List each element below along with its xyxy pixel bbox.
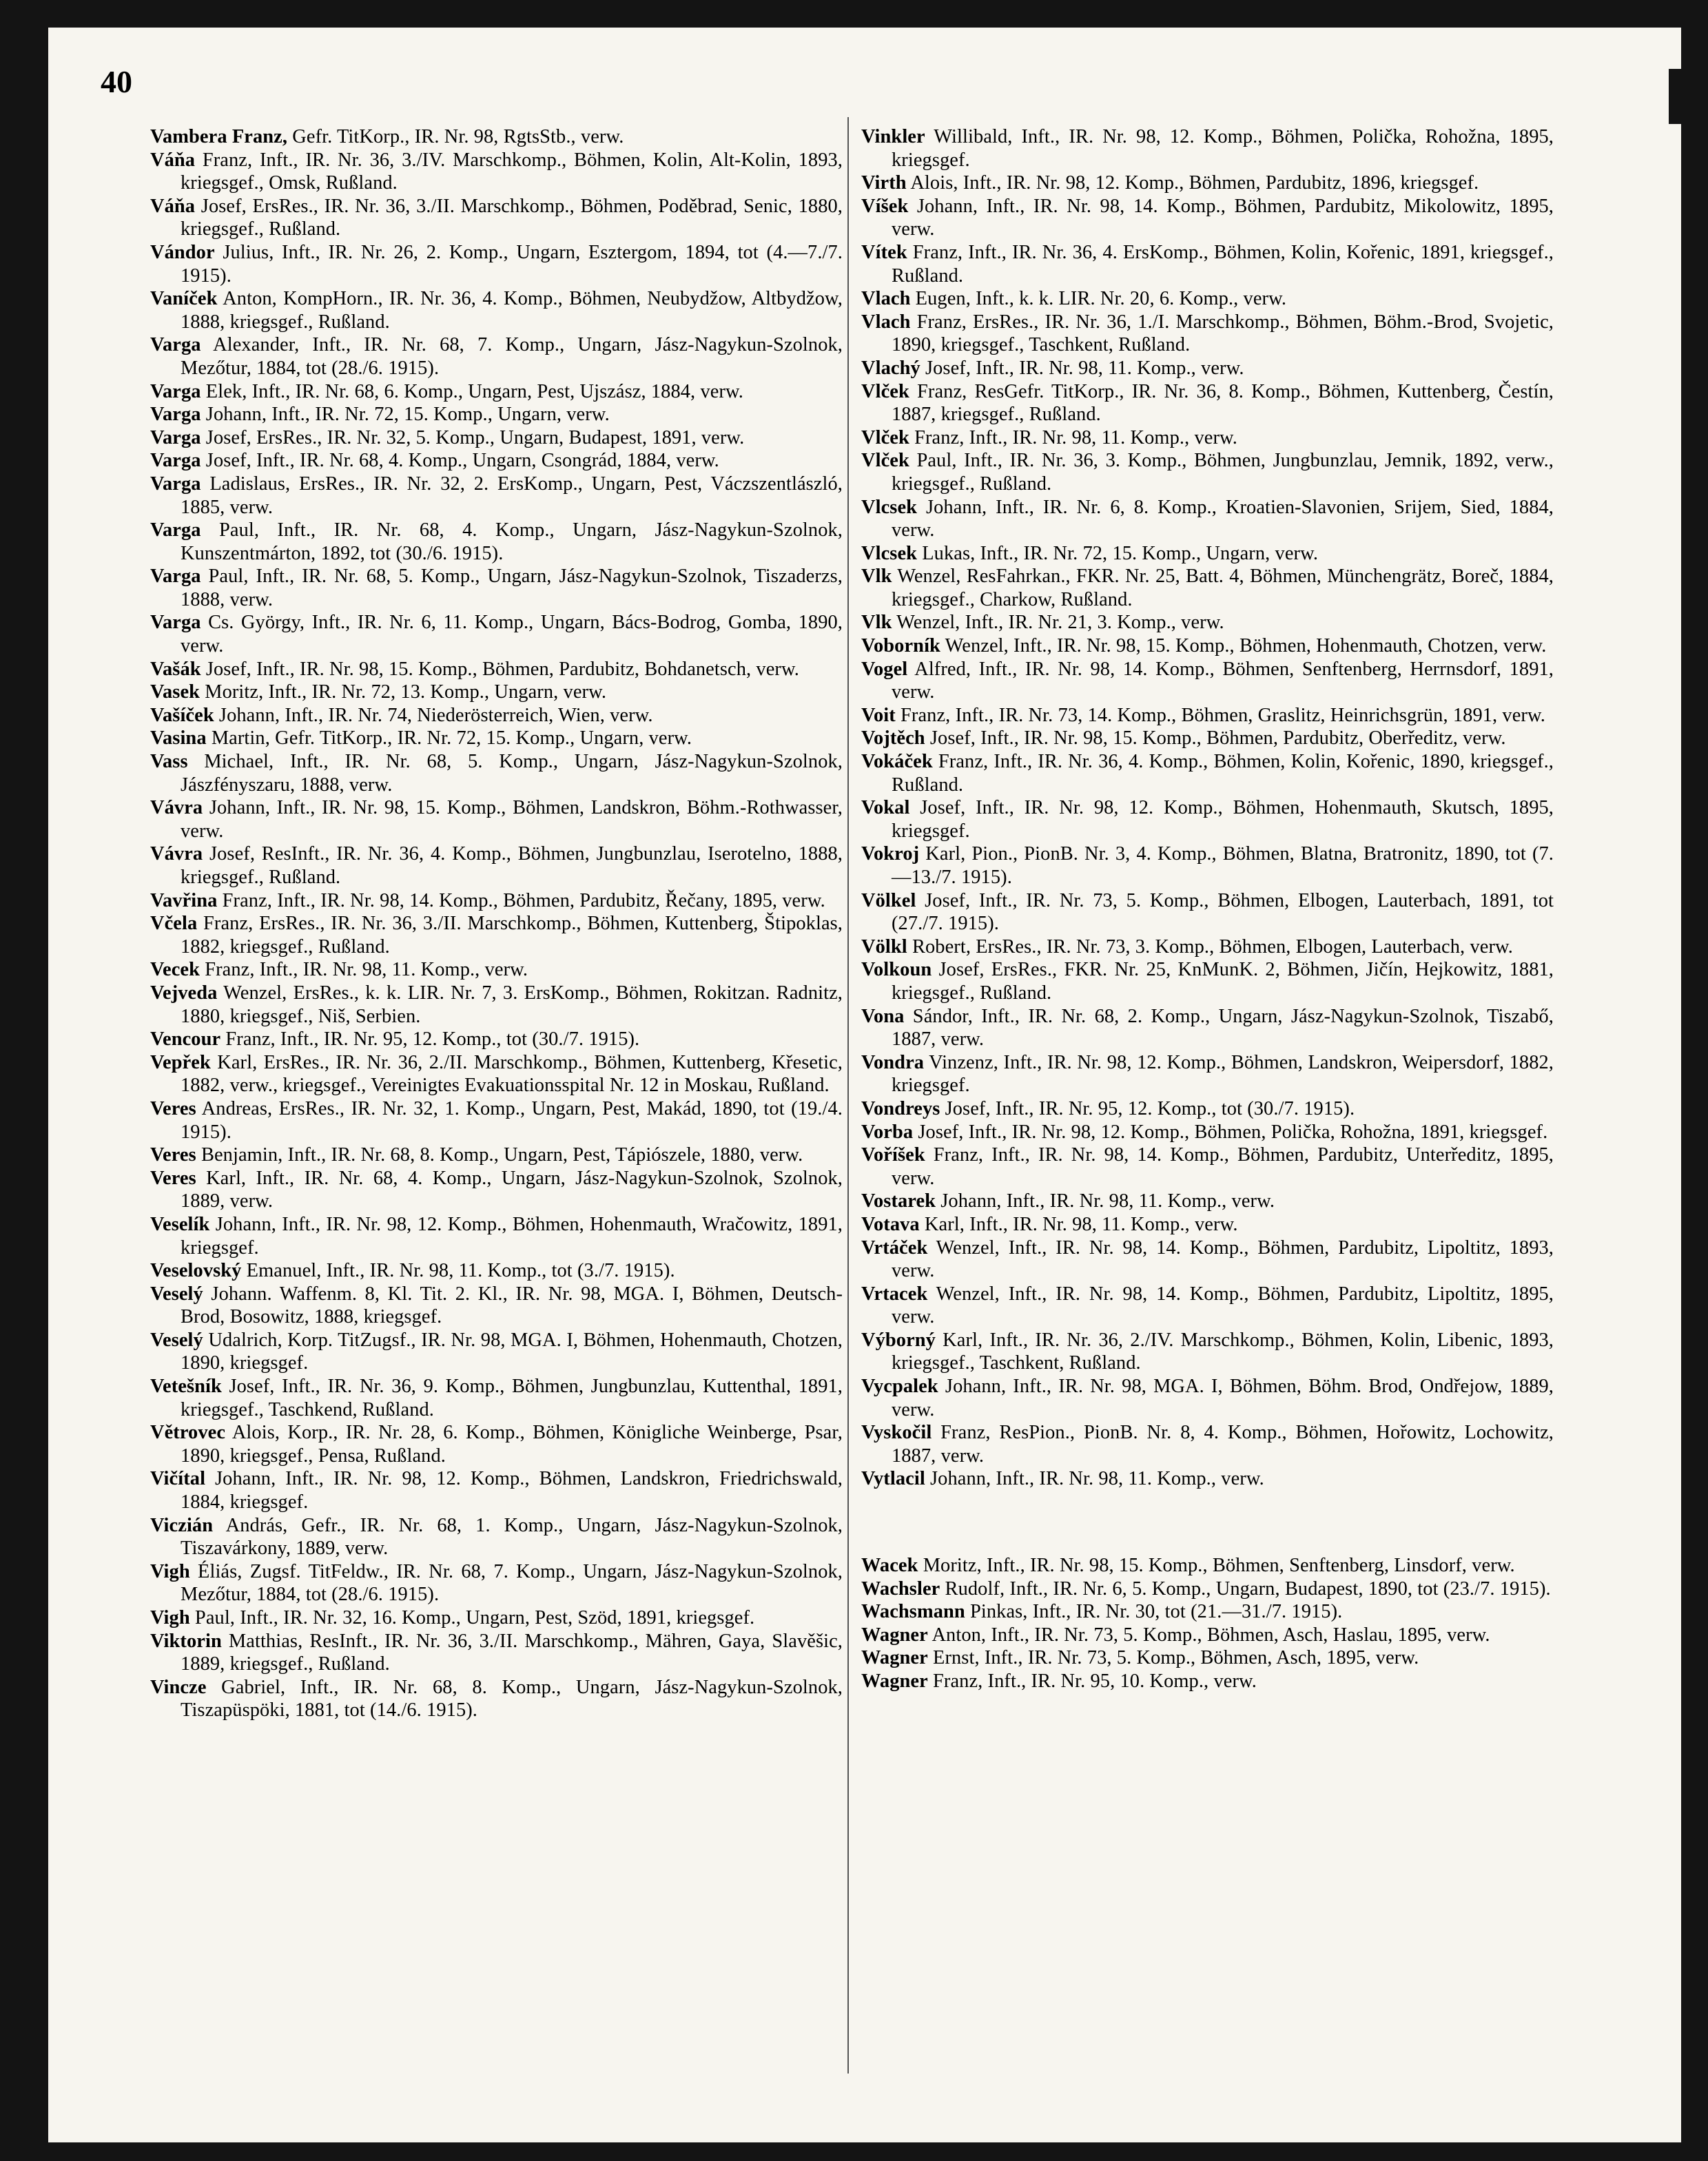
- register-entry: [150, 1167, 843, 1213]
- entry-details: Udalrich, Korp. TitZugsf., IR. Nr. 98, MGA. I, Böhmen, Hohenmauth, Chotzen, 1890, kriegsgef.: [181, 1329, 843, 1374]
- entry-details: Eugen, Inft., k. k. LIR. Nr. 20, 6. Komp., verw.: [910, 288, 1287, 310]
- register-entry: [861, 1600, 1554, 1624]
- page-number: 40: [101, 64, 132, 99]
- register-entry: [150, 1028, 843, 1051]
- entry-surname: Votava: [861, 1213, 920, 1235]
- entry-surname: Völkel: [861, 889, 916, 911]
- entry-details: Franz, Inft., IR. Nr. 98, 11. Komp., verw.: [200, 959, 528, 981]
- entry-surname: Vaníček: [150, 288, 218, 310]
- register-entry: [861, 704, 1554, 727]
- entry-surname: Vepřek: [150, 1051, 211, 1073]
- entry-details: Johann, Inft., IR. Nr. 98, MGA. I, Böhmen, Böhm. Brod, Ondřejow, 1889, verw.: [892, 1376, 1554, 1420]
- entry-details: Josef, Inft., IR. Nr. 98, 15. Komp., Böhmen, Pardubitz, Oberředitz, verw.: [925, 727, 1506, 749]
- entry-details: Josef, Inft., IR. Nr. 98, 12. Komp., Böhmen, Hohenmauth, Skutsch, 1895, kriegsgef.: [892, 797, 1554, 842]
- register-entry: [150, 149, 843, 195]
- entry-surname: Vycpalek: [861, 1376, 938, 1398]
- entry-surname: Vasina: [150, 727, 207, 749]
- register-entry: [861, 842, 1554, 889]
- entry-details: Johann. Waffenm. 8, Kl. Tit. 2. Kl., IR. Nr. 98, MGA. I, Böhmen, Deutsch-Brod, Bosowitz, 1888, kriegsgef.: [181, 1283, 843, 1328]
- entry-details: Franz, Inft., IR. Nr. 95, 10. Komp., verw.: [927, 1671, 1257, 1692]
- entry-surname: Varga: [150, 404, 201, 426]
- entry-surname: Varga: [150, 380, 201, 402]
- register-entry: [150, 195, 843, 241]
- entry-surname: Veres: [150, 1167, 196, 1189]
- entry-details: Josef, ResInft., IR. Nr. 36, 4. Komp., Böhmen, Jungbunzlau, Iserotelno, 1888, kriegsgef., Rußland.: [181, 843, 843, 888]
- entry-details: Franz, ResGefr. TitKorp., IR. Nr. 36, 8. Komp., Böhmen, Kuttenberg, Čestín, 1887, kriegsgef., Rußland.: [892, 380, 1554, 426]
- entry-details: Benjamin, Inft., IR. Nr. 68, 8. Komp., Ungarn, Pest, Tápiószele, 1880, verw.: [196, 1144, 803, 1166]
- register-entry: [861, 1237, 1554, 1283]
- entry-details: Franz, ErsRes., IR. Nr. 36, 1./I. Marschkomp., Böhmen, Böhm.-Brod, Svojetic, 1890, kriegsgef., Taschkent, Rußland.: [892, 311, 1554, 356]
- entry-surname: Vyskočil: [861, 1422, 932, 1444]
- entry-details: Elek, Inft., IR. Nr. 68, 6. Komp., Ungarn, Pest, Ujszász, 1884, verw.: [200, 380, 743, 402]
- register-entry: [150, 1051, 843, 1097]
- register-entry: [150, 982, 843, 1028]
- entry-surname: Varga: [150, 473, 201, 495]
- entry-surname: Wachsmann: [861, 1601, 965, 1623]
- entry-details: Franz, Inft., IR. Nr. 98, 11. Komp., verw.: [909, 426, 1237, 448]
- register-entry: [861, 542, 1554, 566]
- register-entry: [150, 1514, 843, 1560]
- register-entry: [861, 1624, 1554, 1647]
- entry-surname: Vytlacil: [861, 1468, 925, 1490]
- entry-surname: Včela: [150, 913, 198, 935]
- entry-surname: Wagner: [861, 1671, 928, 1692]
- entry-details: Franz, Inft., IR. Nr. 36, 3./IV. Marschkomp., Böhmen, Kolin, Alt-Kolin, 1893, kriegsgef., Omsk, Rußland.: [181, 149, 843, 194]
- register-entry: [861, 1329, 1554, 1375]
- entry-details: Wenzel, Inft., IR. Nr. 98, 14. Komp., Böhmen, Pardubitz, Lipoltitz, 1895, verw.: [892, 1283, 1554, 1328]
- entry-details: Alois, Inft., IR. Nr. 98, 12. Komp., Böhmen, Pardubitz, 1896, kriegsgef.: [906, 172, 1479, 194]
- register-entry: [861, 1283, 1554, 1329]
- register-entry: [861, 1213, 1554, 1237]
- entry-surname: Vetešník: [150, 1376, 222, 1398]
- entry-details: Wenzel, Inft., IR. Nr. 98, 15. Komp., Böhmen, Hohenmauth, Chotzen, verw.: [940, 635, 1547, 657]
- entry-details: Paul, Inft., IR. Nr. 32, 16. Komp., Ungarn, Pest, Szöd, 1891, kriegsgef.: [189, 1607, 755, 1628]
- entry-details: Karl, Inft., IR. Nr. 68, 4. Komp., Ungarn, Jász-Nagykun-Szolnok, Szolnok, 1889, verw.: [181, 1167, 843, 1212]
- register-entry: [150, 1097, 843, 1144]
- register-entry: [861, 125, 1554, 172]
- register-entry: [861, 1554, 1554, 1578]
- entry-details: Franz, ErsRes., IR. Nr. 36, 3./II. Marschkomp., Böhmen, Kuttenberg, Štipoklas, 1882, kriegsgef., Rußland.: [181, 913, 843, 958]
- entry-surname: Vokáček: [861, 751, 933, 773]
- entry-details: Rudolf, Inft., IR. Nr. 6, 5. Komp., Ungarn, Budapest, 1890, tot (23./7. 1915).: [940, 1578, 1551, 1600]
- entry-details: Emanuel, Inft., IR. Nr. 98, 11. Komp., tot (3./7. 1915).: [241, 1260, 675, 1282]
- register-entry: [150, 842, 843, 889]
- entry-details: Éliás, Zugsf. TitFeldw., IR. Nr. 68, 7. Komp., Ungarn, Jász-Nagykun-Szolnok, Mezőtur, 1884, tot (28./6. 1915).: [181, 1560, 843, 1606]
- entry-details: Franz, Inft., IR. Nr. 36, 4. ErsKomp., Böhmen, Kolin, Kořenic, 1891, kriegsgef., Rußland.: [892, 241, 1554, 287]
- entry-surname: Vlček: [861, 380, 909, 402]
- entry-surname: Wacek: [861, 1555, 918, 1577]
- entry-details: Josef, Inft., IR. Nr. 36, 9. Komp., Böhmen, Jungbunzlau, Kuttenthal, 1891, kriegsgef., Taschkend, Rußland.: [181, 1376, 843, 1420]
- entry-details: Wenzel, ResFahrkan., FKR. Nr. 25, Batt. 4, Böhmen, Münchengrätz, Boreč, 1884, kriegsgef., Charkow, Rußland.: [892, 566, 1554, 610]
- register-entry: [861, 727, 1554, 750]
- register-entry: [861, 1121, 1554, 1144]
- right-column: [861, 125, 1554, 1693]
- register-entry: [150, 1676, 843, 1722]
- page-edge-shadow: [1669, 69, 1681, 124]
- entry-surname: Vojtěch: [861, 727, 925, 749]
- register-entry: [861, 241, 1554, 287]
- entry-details: Lukas, Inft., IR. Nr. 72, 15. Komp., Ungarn, verw.: [917, 542, 1319, 564]
- entry-details: Wenzel, Inft., IR. Nr. 98, 14. Komp., Böhmen, Pardubitz, Lipoltitz, 1893, verw.: [892, 1237, 1554, 1282]
- register-entry: [861, 750, 1554, 796]
- entry-details: Karl, Pion., PionB. Nr. 3, 4. Komp., Böhmen, Blatna, Bratronitz, 1890, tot (7.—13./7. 1915).: [892, 843, 1554, 888]
- entry-details: Josef, Inft., IR. Nr. 98, 12. Komp., Böhmen, Polička, Rohožna, 1891, kriegsgef.: [913, 1121, 1548, 1143]
- entry-surname: Viktorin: [150, 1630, 222, 1652]
- register-entry: [150, 125, 843, 149]
- register-entry: [150, 1144, 843, 1167]
- entry-surname: Vambera Franz,: [150, 126, 288, 147]
- entry-details: Franz, ResPion., PionB. Nr. 8, 4. Komp., Böhmen, Hořowitz, Lochowitz, 1887, verw.: [892, 1422, 1554, 1467]
- entry-surname: Veselovský: [150, 1260, 242, 1282]
- entry-surname: Vejveda: [150, 982, 218, 1004]
- section-gap: [861, 1491, 1554, 1554]
- entry-details: Johann, Inft., IR. Nr. 74, Niederösterreich, Wien, verw.: [214, 704, 653, 726]
- register-entry: [150, 1375, 843, 1421]
- entry-surname: Váňa: [150, 149, 196, 171]
- entry-surname: Wagner: [861, 1624, 928, 1646]
- entry-surname: Vlk: [861, 612, 892, 634]
- register-entry: [150, 889, 843, 913]
- register-entry: [861, 287, 1554, 311]
- entry-details: Ladislaus, ErsRes., IR. Nr. 32, 2. ErsKomp., Ungarn, Pest, Váczszentlászló, 1885, verw.: [181, 473, 843, 518]
- entry-surname: Veselý: [150, 1329, 203, 1351]
- register-entry: [150, 565, 843, 611]
- register-entry: [150, 1213, 843, 1259]
- register-entry: [861, 1051, 1554, 1097]
- register-entry: [861, 1144, 1554, 1190]
- entry-details: Pinkas, Inft., IR. Nr. 30, tot (21.—31./7. 1915).: [965, 1601, 1343, 1623]
- register-entry: [150, 681, 843, 704]
- register-entry: [861, 889, 1554, 935]
- entry-surname: Vostarek: [861, 1190, 936, 1212]
- entry-details: Josef, Inft., IR. Nr. 68, 4. Komp., Ungarn, Csongrád, 1884, verw.: [200, 450, 719, 472]
- entry-details: Alois, Korp., IR. Nr. 28, 6. Komp., Böhmen, Königliche Weinberge, Psar, 1890, kriegsgef., Pensa, Rußland.: [181, 1422, 843, 1467]
- register-entry: [150, 958, 843, 982]
- register-entry: [861, 634, 1554, 658]
- register-entry: [150, 449, 843, 473]
- entry-surname: Völkl: [861, 935, 907, 958]
- entry-surname: Voborník: [861, 635, 940, 657]
- entry-surname: Vándor: [150, 241, 215, 263]
- register-entry: [150, 1606, 843, 1630]
- entry-surname: Varga: [150, 334, 201, 356]
- entry-details: Martin, Gefr. TitKorp., IR. Nr. 72, 15. Komp., Ungarn, verw.: [206, 727, 692, 749]
- entry-surname: Víšek: [861, 195, 909, 217]
- entry-surname: Vorba: [861, 1121, 914, 1143]
- entry-details: Franz, Inft., IR. Nr. 36, 4. Komp., Böhmen, Kolin, Kořenic, 1890, kriegsgef., Rußland.: [892, 751, 1554, 796]
- entry-surname: Veselý: [150, 1283, 203, 1305]
- entry-details: Anton, Inft., IR. Nr. 73, 5. Komp., Böhmen, Asch, Haslau, 1895, verw.: [927, 1624, 1490, 1646]
- register-entry: [861, 426, 1554, 450]
- register-entry: [861, 195, 1554, 241]
- register-entry: [150, 912, 843, 958]
- entry-details: Karl, Inft., IR. Nr. 98, 11. Komp., verw.: [919, 1213, 1238, 1235]
- entry-surname: Varga: [150, 450, 201, 472]
- entry-surname: Vlach: [861, 288, 911, 310]
- entry-details: Karl, Inft., IR. Nr. 36, 2./IV. Marschkomp., Böhmen, Kolin, Libenic, 1893, kriegsgef., Taschkent, Rußland.: [892, 1329, 1554, 1374]
- register-entry: [150, 611, 843, 657]
- entry-details: András, Gefr., IR. Nr. 68, 1. Komp., Ungarn, Jász-Nagykun-Szolnok, Tiszavárkony, 1889, verw.: [181, 1514, 843, 1560]
- register-entry: [861, 1190, 1554, 1213]
- entry-surname: Vlček: [861, 450, 909, 472]
- register-entry: [150, 1421, 843, 1467]
- entry-details: Franz, Inft., IR. Nr. 73, 14. Komp., Böhmen, Graslitz, Heinrichsgrün, 1891, verw.: [895, 704, 1545, 726]
- entry-surname: Vinkler: [861, 126, 925, 147]
- register-entry: [150, 287, 843, 333]
- register-entry: [861, 796, 1554, 842]
- entry-details: Robert, ErsRes., IR. Nr. 73, 3. Komp., Böhmen, Elbogen, Lauterbach, verw.: [907, 935, 1513, 958]
- entry-surname: Vass: [150, 751, 188, 773]
- register-entry: [861, 1646, 1554, 1670]
- entry-surname: Vítek: [861, 241, 907, 263]
- register-entry: [861, 449, 1554, 495]
- entry-surname: Volkoun: [861, 959, 932, 981]
- entry-details: Josef, Inft., IR. Nr. 98, 11. Komp., verw.: [920, 357, 1244, 379]
- entry-surname: Vašák: [150, 658, 201, 680]
- entry-surname: Virth: [861, 172, 907, 194]
- entry-details: Josef, Inft., IR. Nr. 95, 12. Komp., tot (30./7. 1915).: [940, 1097, 1355, 1119]
- register-entry: [861, 958, 1554, 1004]
- entry-details: Michael, Inft., IR. Nr. 68, 5. Komp., Ungarn, Jász-Nagykun-Szolnok, Jászfényszaru, 1888, verw.: [181, 751, 843, 796]
- register-entry: [861, 357, 1554, 380]
- entry-surname: Větrovec: [150, 1422, 226, 1444]
- entry-details: Andreas, ErsRes., IR. Nr. 32, 1. Komp., Ungarn, Pest, Makád, 1890, tot (19./4. 1915).: [181, 1097, 843, 1143]
- entry-surname: Výborný: [861, 1329, 936, 1351]
- register-entry: [861, 935, 1554, 959]
- register-entry: [150, 1329, 843, 1375]
- entry-details: Johann, Inft., IR. Nr. 98, 11. Komp., verw.: [925, 1468, 1264, 1490]
- left-column: [150, 125, 843, 1722]
- entry-surname: Vasek: [150, 681, 200, 703]
- entry-details: Josef, ErsRes., IR. Nr. 32, 5. Komp., Ungarn, Budapest, 1891, verw.: [200, 426, 745, 448]
- entry-details: Franz, Inft., IR. Nr. 98, 14. Komp., Böhmen, Pardubitz, Řečany, 1895, verw.: [217, 889, 825, 911]
- entry-surname: Vigh: [150, 1607, 190, 1628]
- register-entry: [150, 1259, 843, 1283]
- entry-surname: Voříšek: [861, 1144, 925, 1166]
- entry-surname: Vecek: [150, 959, 200, 981]
- entry-details: Johann, Inft., IR. Nr. 98, 11. Komp., verw.: [936, 1190, 1275, 1212]
- entry-surname: Vlcsek: [861, 542, 918, 564]
- entry-details: Julius, Inft., IR. Nr. 26, 2. Komp., Ungarn, Esztergom, 1894, tot (4.—7./7. 1915).: [181, 241, 843, 287]
- entry-details: Josef, Inft., IR. Nr. 73, 5. Komp., Böhmen, Elbogen, Lauterbach, 1891, tot (27./7. 1915).: [892, 889, 1554, 935]
- register-entry: [150, 727, 843, 750]
- entry-surname: Vlček: [861, 426, 909, 448]
- entry-details: Karl, ErsRes., IR. Nr. 36, 2./II. Marschkomp., Böhmen, Kuttenberg, Křesetic, 1882, verw., kriegsgef., Vereinigtes Evakuationsspital Nr. 12 in Moskau, Rußland.: [181, 1051, 843, 1097]
- entry-surname: Vencour: [150, 1028, 221, 1051]
- entry-details: Franz, Inft., IR. Nr. 98, 14. Komp., Böhmen, Pardubitz, Unterředitz, 1895, verw.: [892, 1144, 1554, 1189]
- entry-surname: Vlach: [861, 311, 911, 333]
- entry-surname: Vokroj: [861, 843, 920, 865]
- register-entry: [861, 565, 1554, 611]
- entry-details: Paul, Inft., IR. Nr. 68, 5. Komp., Ungarn, Jász-Nagykun-Szolnok, Tiszaderzs, 1888, verw.: [181, 566, 843, 610]
- entry-surname: Veres: [150, 1144, 196, 1166]
- entry-surname: Viczián: [150, 1514, 214, 1536]
- register-entry: [861, 1467, 1554, 1491]
- entry-details: Johann, Inft., IR. Nr. 98, 14. Komp., Böhmen, Pardubitz, Mikolowitz, 1895, verw.: [892, 195, 1554, 240]
- entry-details: Anton, KompHorn., IR. Nr. 36, 4. Komp., Böhmen, Neubydžow, Altbydžow, 1888, kriegsgef., Rußland.: [181, 288, 843, 333]
- entry-surname: Vondra: [861, 1051, 925, 1073]
- register-entry: [150, 658, 843, 681]
- register-entry: [150, 796, 843, 842]
- entry-surname: Vlcsek: [861, 496, 918, 518]
- entry-surname: Vrtáček: [861, 1237, 928, 1259]
- register-entry: [861, 611, 1554, 634]
- entry-surname: Voit: [861, 704, 896, 726]
- register-entry: [861, 172, 1554, 195]
- register-entry: [150, 241, 843, 287]
- entry-details: Sándor, Inft., IR. Nr. 68, 2. Komp., Ungarn, Jász-Nagykun-Szolnok, Tiszabő, 1887, verw.: [892, 1005, 1554, 1051]
- entry-surname: Varga: [150, 426, 201, 448]
- register-entry: [150, 750, 843, 796]
- entry-surname: Vávra: [150, 797, 203, 819]
- entry-details: Johann, Inft., IR. Nr. 6, 8. Komp., Kroatien-Slavonien, Srijem, Sied, 1884, verw.: [892, 496, 1554, 541]
- register-entry: [861, 311, 1554, 357]
- entry-details: Josef, ErsRes., FKR. Nr. 25, KnMunK. 2, Böhmen, Jičín, Hejkowitz, 1881, kriegsgef., Rußland.: [892, 959, 1554, 1004]
- entry-details: Johann, Inft., IR. Nr. 98, 12. Komp., Böhmen, Landskron, Friedrichswald, 1884, kriegsgef.: [181, 1468, 843, 1513]
- entry-details: Gabriel, Inft., IR. Nr. 68, 8. Komp., Ungarn, Jász-Nagykun-Szolnok, Tiszapüspöki, 1881, tot (14./6. 1915).: [181, 1676, 843, 1721]
- register-entry: [150, 1283, 843, 1329]
- entry-details: Gefr. TitKorp., IR. Nr. 98, RgtsStb., verw.: [287, 126, 624, 147]
- entry-details: Vinzenz, Inft., IR. Nr. 98, 12. Komp., Böhmen, Landskron, Weipersdorf, 1882, kriegsgef.: [892, 1051, 1554, 1097]
- entry-surname: Vavřina: [150, 889, 218, 911]
- entry-details: Cs. György, Inft., IR. Nr. 6, 11. Komp., Ungarn, Bács-Bodrog, Gomba, 1890, verw.: [181, 612, 843, 657]
- entry-surname: Veselík: [150, 1213, 210, 1235]
- entry-details: Alfred, Inft., IR. Nr. 98, 14. Komp., Böhmen, Senftenberg, Herrnsdorf, 1891, verw.: [892, 658, 1554, 703]
- entry-surname: Wagner: [861, 1647, 928, 1669]
- entry-surname: Vona: [861, 1005, 905, 1027]
- entry-surname: Vondreys: [861, 1097, 940, 1119]
- entry-details: Johann, Inft., IR. Nr. 98, 15. Komp., Böhmen, Landskron, Böhm.-Rothwasser, verw.: [181, 797, 843, 842]
- entry-surname: Varga: [150, 566, 201, 588]
- entry-surname: Vokal: [861, 797, 910, 819]
- entry-details: Paul, Inft., IR. Nr. 68, 4. Komp., Ungarn, Jász-Nagykun-Szolnok, Kunszentmárton, 1892, tot (30./6. 1915).: [181, 519, 843, 564]
- register-entry: [861, 1375, 1554, 1421]
- register-entry: [150, 426, 843, 450]
- register-entry: [861, 1005, 1554, 1051]
- register-entry: [861, 380, 1554, 426]
- entry-surname: Vávra: [150, 843, 203, 865]
- entry-details: Wenzel, ErsRes., k. k. LIR. Nr. 7, 3. ErsKomp., Böhmen, Rokitzan. Radnitz, 1880, kriegsgef., Niš, Serbien.: [181, 982, 843, 1027]
- entry-details: Johann, Inft., IR. Nr. 72, 15. Komp., Ungarn, verw.: [200, 404, 610, 426]
- entry-surname: Varga: [150, 612, 201, 634]
- entry-details: Franz, Inft., IR. Nr. 95, 12. Komp., tot (30./7. 1915).: [220, 1028, 640, 1051]
- entry-surname: Veres: [150, 1097, 196, 1119]
- entry-details: Matthias, ResInft., IR. Nr. 36, 3./II. Marschkomp., Mähren, Gaya, Slavěšic, 1889, kriegsgef., Rußland.: [181, 1630, 843, 1675]
- register-entry: [150, 333, 843, 380]
- register-entry: [150, 519, 843, 565]
- register-entry: [150, 1560, 843, 1606]
- entry-details: Willibald, Inft., IR. Nr. 98, 12. Komp., Böhmen, Polička, Rohožna, 1895, kriegsgef.: [892, 126, 1554, 171]
- entry-surname: Vigh: [150, 1560, 190, 1582]
- register-entry: [150, 380, 843, 404]
- register-entry: [150, 704, 843, 727]
- entry-surname: Váňa: [150, 195, 196, 217]
- register-entry: [150, 403, 843, 426]
- entry-surname: Wachsler: [861, 1578, 940, 1600]
- register-entry: [150, 1630, 843, 1676]
- entry-details: Johann, Inft., IR. Nr. 98, 12. Komp., Böhmen, Hohenmauth, Wračowitz, 1891, kriegsgef.: [181, 1213, 843, 1259]
- register-entry: [861, 1097, 1554, 1121]
- entry-details: Josef, Inft., IR. Nr. 98, 15. Komp., Böhmen, Pardubitz, Bohdanetsch, verw.: [200, 658, 799, 680]
- entry-surname: Vrtacek: [861, 1283, 928, 1305]
- entry-details: Josef, ErsRes., IR. Nr. 36, 3./II. Marschkomp., Böhmen, Poděbrad, Senic, 1880, kriegsgef., Rußland.: [181, 195, 843, 240]
- entry-surname: Varga: [150, 519, 201, 541]
- entry-surname: Vlachý: [861, 357, 920, 379]
- entry-surname: Vlk: [861, 566, 892, 588]
- entry-details: Wenzel, Inft., IR. Nr. 21, 3. Komp., verw.: [892, 612, 1224, 634]
- register-entry: [861, 496, 1554, 542]
- entry-details: Ernst, Inft., IR. Nr. 73, 5. Komp., Böhmen, Asch, 1895, verw.: [927, 1647, 1419, 1669]
- entry-surname: Vašíček: [150, 704, 214, 726]
- entry-details: Moritz, Inft., IR. Nr. 72, 13. Komp., Ungarn, verw.: [200, 681, 607, 703]
- entry-surname: Vincze: [150, 1676, 207, 1698]
- entry-surname: Vogel: [861, 658, 908, 680]
- register-entry: [861, 1670, 1554, 1693]
- entry-details: Moritz, Inft., IR. Nr. 98, 15. Komp., Böhmen, Senftenberg, Linsdorf, verw.: [918, 1555, 1515, 1577]
- register-entry: [150, 473, 843, 519]
- column-divider: [847, 117, 849, 2074]
- entry-details: Paul, Inft., IR. Nr. 36, 3. Komp., Böhmen, Jungbunzlau, Jemnik, 1892, verw., kriegsgef., Rußland.: [892, 450, 1554, 495]
- entry-surname: Vičítal: [150, 1468, 206, 1490]
- register-entry: [861, 1578, 1554, 1601]
- register-entry: [150, 1467, 843, 1513]
- register-entry: [861, 1421, 1554, 1467]
- entry-details: Alexander, Inft., IR. Nr. 68, 7. Komp., Ungarn, Jász-Nagykun-Szolnok, Mezőtur, 1884, tot (28./6. 1915).: [181, 334, 843, 379]
- register-entry: [861, 658, 1554, 704]
